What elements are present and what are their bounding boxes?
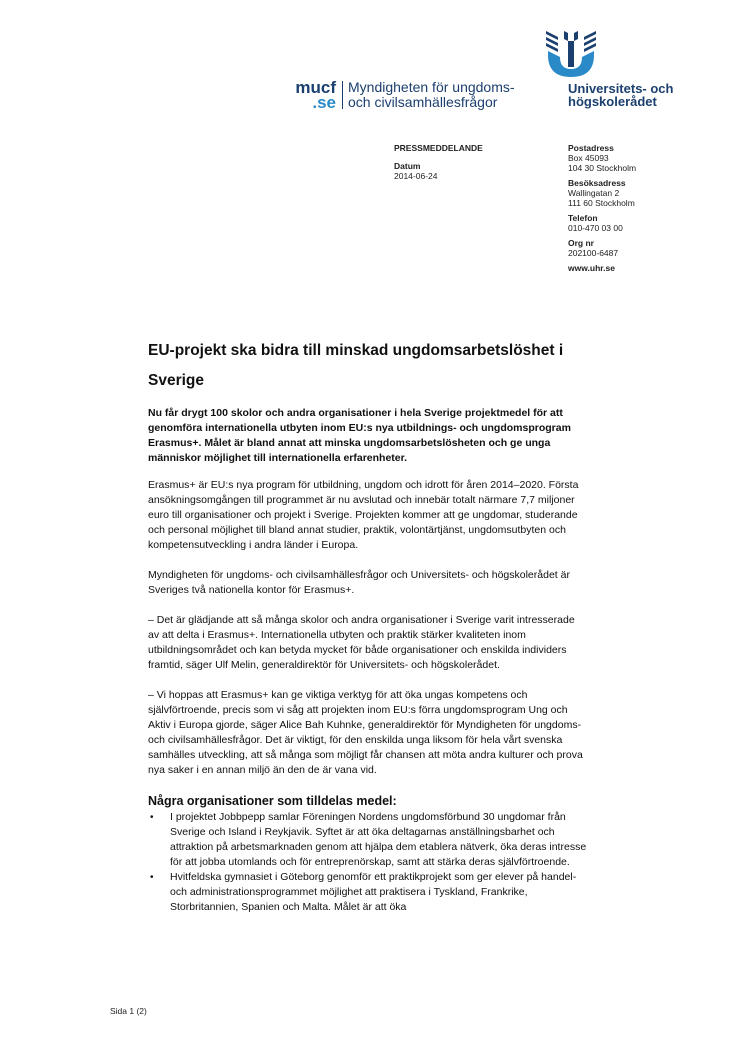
postal-address-block	[568, 143, 718, 173]
article	[148, 336, 588, 915]
visit-line-2: 111 60 Stockholm	[568, 198, 635, 208]
date-label: Datum	[394, 161, 421, 171]
uhr-name	[568, 82, 673, 108]
org-value: 202100-6487	[568, 248, 619, 258]
mucf-name-line-1: Myndigheten för ungdoms-	[348, 79, 515, 95]
org-number-block	[568, 238, 718, 258]
mucf-wordmark	[284, 80, 336, 110]
org-list	[148, 810, 588, 915]
postal-line-1: Box 45093	[568, 153, 609, 163]
visit-address-block	[568, 178, 718, 208]
article-paragraph: Myndigheten för ungdoms- och civilsamhällesfrågor och Universitets- och högskolerådet är Sveriges två nationella kontor för Erasmus+.	[148, 569, 570, 596]
mucf-wordmark-text: mucf	[295, 78, 336, 97]
postal-label: Postadress	[568, 143, 614, 153]
phone-value: 010-470 03 00	[568, 223, 623, 233]
mucf-wordmark-domain: .se	[312, 93, 336, 112]
mucf-name-line-2: och civilsamhällesfrågor	[348, 94, 498, 110]
article-paragraph: – Det är glädjande att så många skolor och andra organisationer i Sverige varit intresserade av att delta i Erasmus+. Internationella utbyten och praktik stärker kvaliteten inom utbildningsområdet och kan betyda mycket för både organisationer och enskilda individers framtid, säger Ulf Melin, generaldirektör för Universitets- och högskolerådet.	[148, 614, 575, 671]
visit-label: Besöksadress	[568, 178, 626, 188]
mucf-name	[348, 80, 515, 110]
press-type-label: PRESSMEDDELANDE	[394, 143, 483, 153]
uhr-name-line-2: högskolerådet	[568, 94, 657, 109]
article-headline: EU-projekt ska bidra till minskad ungdomsarbetslöshet i Sverige	[148, 342, 564, 389]
article-paragraph: Erasmus+ är EU:s nya program för utbildning, ungdom och idrott för åren 2014–2020. Första ansökningsomgången till programmet är nu avslutad och innebär totalt närmare 7,7 miljoner euro till organisationer och projekt i Sverige. Projekten kommer att ge ungdomar, studerande och personal möjlighet till bland annat studier, praktik, volontärtjänst, ungdomsutbyten och kompetensutveckling i andra länder i Europa.	[148, 479, 579, 551]
press-info	[394, 143, 544, 181]
phone-label: Telefon	[568, 213, 598, 223]
article-lead: Nu får drygt 100 skolor och andra organisationer i hela Sverige projektmedel för att genomföra internationella utbyten inom EU:s nya utbildnings- och ungdomsprogram Erasmus+. Målet är bland annat att minska ungdomsarbetslösheten och ge unga människor möjlighet till internationella erfarenheter.	[148, 407, 571, 464]
list-item: • I projektet Jobbpepp samlar Föreningen Nordens ungdomsförbund 30 ungdomar från Sverige och Island i Reykjavik. Syftet är att öka deltagarnas anställningsbarhet och attraktion på arbetsmarknaden genom att hjälpa dem etablera nätverk, öka deras intresse för att jobba utomlands och för entreprenörskap, samt att stärka deras självförtroende.	[170, 810, 588, 870]
visit-line-1: Wallingatan 2	[568, 188, 620, 198]
mucf-logo-divider	[342, 81, 343, 109]
website-block	[568, 263, 718, 273]
list-item: • Hvitfeldska gymnasiet i Göteborg genomför ett praktikprojekt som ger elever på handel- och administrationsprogrammet möjlighet att praktisera i Tyskland, Frankrike, Storbritannien, Spanien och Malta. Målet är att öka	[170, 870, 588, 915]
uhr-emblem-icon	[544, 29, 598, 79]
postal-line-2: 104 30 Stockholm	[568, 163, 637, 173]
page-number: Sida 1 (2)	[110, 1006, 147, 1016]
website-link[interactable]: www.uhr.se	[568, 263, 615, 273]
article-paragraph: – Vi hoppas att Erasmus+ kan ge viktiga verktyg för att öka ungas kompetens och självförtroende, precis som vi såg att projekten inom EU:s förra ungdomsprogram Ung och Aktiv i Europa gjorde, säger Alice Bah Kuhnke, generaldirektör för Myndigheten för ungdoms- och civilsamhällesfrågor. Det är viktigt, för den enskilda unga liksom för hela vårt svenska samhälles utveckling, att så många som möjligt får chansen att möta andra kulturer och prova nya saker i en annan miljö än den de är vana vid.	[148, 689, 583, 776]
contact-info	[568, 143, 718, 278]
date-value: 2014-06-24	[394, 171, 438, 181]
uhr-name-line-1: Universitets- och	[568, 81, 674, 96]
orgs-heading: Några organisationer som tilldelas medel:	[148, 794, 397, 808]
phone-block	[568, 213, 718, 233]
org-label: Org nr	[568, 238, 594, 248]
